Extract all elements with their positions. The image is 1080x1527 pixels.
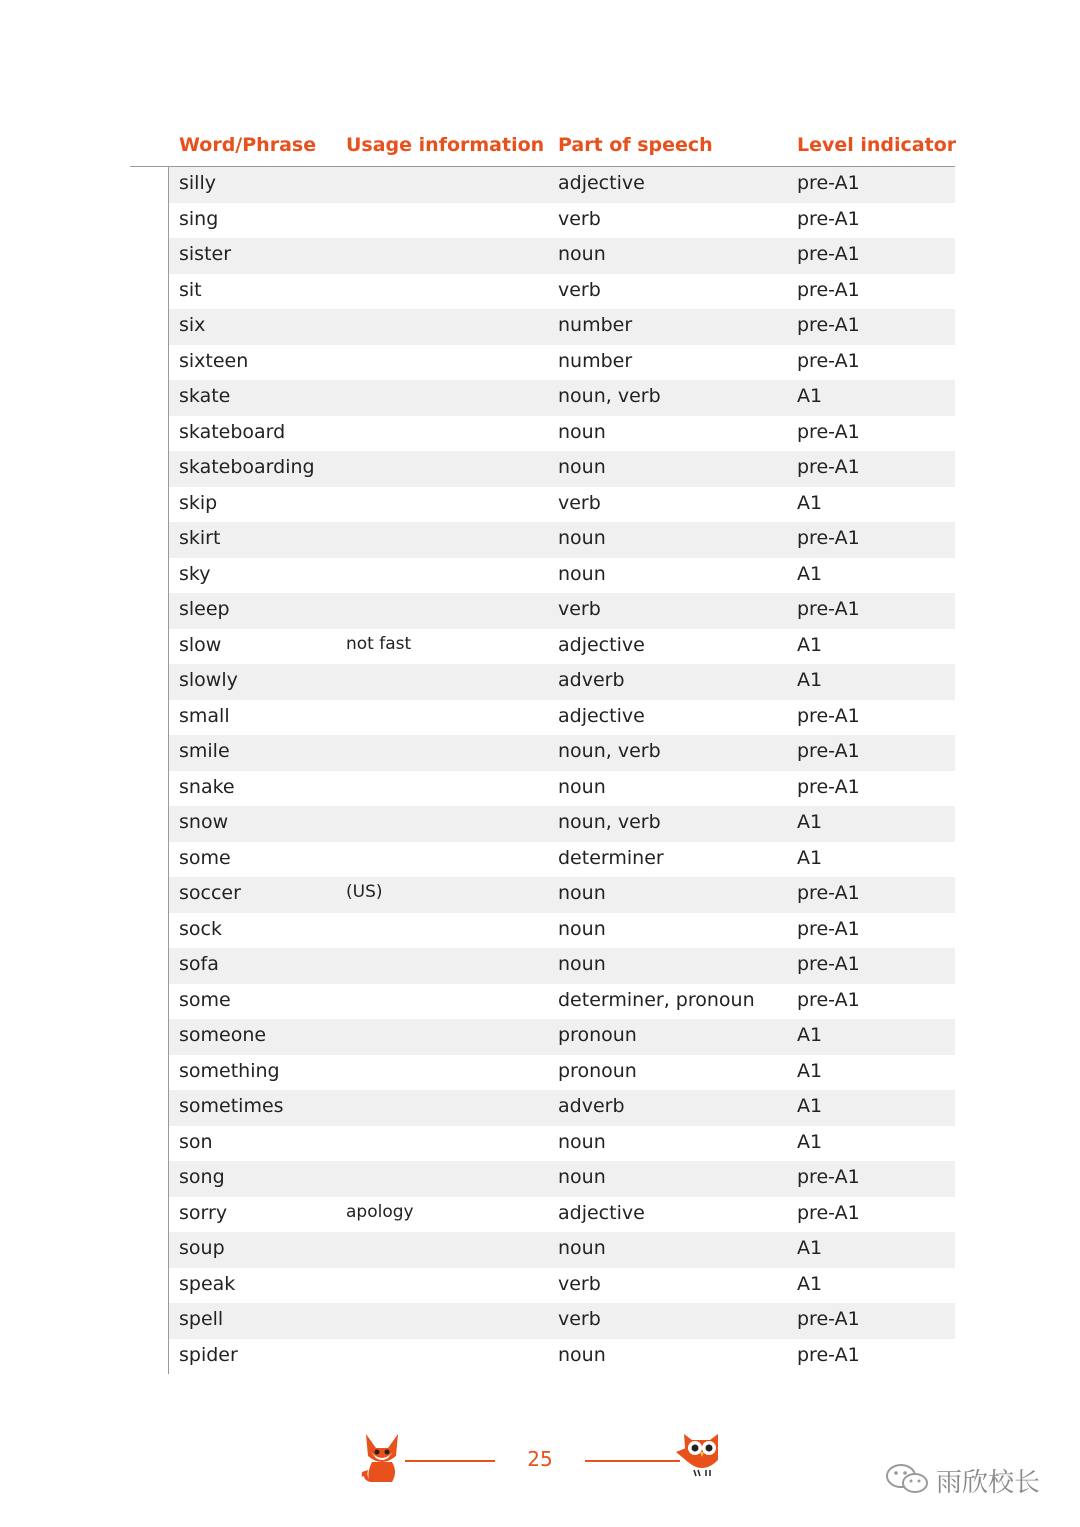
table-row (169, 984, 955, 1020)
table-row (169, 522, 955, 558)
table-row (169, 593, 955, 629)
cell-level: A1 (797, 1059, 823, 1082)
cell-word: slowly (179, 669, 238, 691)
cell-part-of-speech: noun (558, 456, 606, 478)
cell-level: pre-A1 (797, 740, 860, 762)
cell-part-of-speech: verb (558, 1272, 601, 1295)
cell-word: some (179, 846, 231, 869)
wechat-icon (885, 1462, 931, 1496)
cell-word: son (179, 1130, 213, 1153)
cell-word: smile (179, 740, 230, 762)
cell-part-of-speech: determiner, pronoun (558, 988, 755, 1011)
table-row (169, 1126, 955, 1162)
cell-level: A1 (797, 633, 823, 656)
owl-icon (672, 1426, 730, 1480)
footer-line-right (585, 1460, 680, 1462)
table-row (169, 1197, 955, 1233)
cell-word: silly (179, 172, 216, 194)
cell-word: small (179, 704, 230, 727)
table-row (169, 274, 955, 310)
cell-level: pre-A1 (797, 598, 860, 620)
table-header (0, 128, 1080, 166)
cell-word: skip (179, 491, 218, 514)
cell-level: pre-A1 (797, 172, 860, 194)
cell-level: pre-A1 (797, 1343, 860, 1366)
cell-level: pre-A1 (797, 775, 860, 798)
cell-part-of-speech: noun (558, 1237, 606, 1259)
cell-part-of-speech: number (558, 314, 633, 336)
cell-word: sock (179, 917, 222, 940)
cell-part-of-speech: noun, verb (558, 740, 661, 762)
table-row (169, 167, 955, 203)
table-row (169, 877, 955, 913)
cell-word: skateboard (179, 420, 286, 443)
table-row (169, 558, 955, 594)
cell-part-of-speech: number (558, 349, 633, 372)
cell-level: A1 (797, 1130, 823, 1153)
cell-part-of-speech: verb (558, 278, 601, 301)
table-row (169, 664, 955, 700)
table-row (169, 629, 955, 665)
table-row (169, 451, 955, 487)
cell-word: soccer (179, 882, 241, 904)
cell-level: pre-A1 (797, 953, 860, 975)
cell-part-of-speech: noun (558, 562, 606, 585)
cell-level: pre-A1 (797, 456, 860, 478)
cell-word: sister (179, 243, 232, 265)
cell-level: pre-A1 (797, 988, 860, 1011)
table-row (169, 842, 955, 878)
cell-level: pre-A1 (797, 1166, 860, 1188)
cell-part-of-speech: noun, verb (558, 811, 661, 833)
table-row (169, 238, 955, 274)
cell-word: sometimes (179, 1095, 284, 1117)
table-row (169, 345, 955, 381)
cell-part-of-speech: noun (558, 882, 606, 904)
cell-part-of-speech: noun (558, 1166, 606, 1188)
cell-level: pre-A1 (797, 1201, 860, 1224)
footer-line-left (405, 1460, 495, 1462)
cell-word: speak (179, 1272, 236, 1295)
table-row (169, 700, 955, 736)
cell-level: pre-A1 (797, 349, 860, 372)
cell-level: A1 (797, 811, 823, 833)
table-row (169, 948, 955, 984)
cell-part-of-speech: noun (558, 1130, 606, 1153)
cell-level: pre-A1 (797, 278, 860, 301)
cell-part-of-speech: noun (558, 243, 606, 265)
cell-level: pre-A1 (797, 527, 860, 549)
cell-part-of-speech: noun (558, 917, 606, 940)
cell-word: slow (179, 633, 222, 656)
table-row (169, 416, 955, 452)
header-usage-information: Usage information (346, 134, 545, 156)
cell-level: A1 (797, 385, 823, 407)
cell-usage: apology (346, 1201, 414, 1222)
table-row (169, 1303, 955, 1339)
cell-level: A1 (797, 562, 823, 585)
table-row (169, 1232, 955, 1268)
cell-level: pre-A1 (797, 1308, 860, 1330)
cell-word: spell (179, 1308, 224, 1330)
fox-icon (358, 1428, 406, 1484)
cell-part-of-speech: determiner (558, 846, 664, 869)
cell-word: soup (179, 1237, 225, 1259)
cell-word: sorry (179, 1201, 228, 1224)
cell-word: spider (179, 1343, 238, 1366)
table-row (169, 487, 955, 523)
vocabulary-table-body (169, 167, 955, 1374)
cell-word: sleep (179, 598, 230, 620)
table-row (169, 1339, 955, 1375)
header-word-phrase: Word/Phrase (179, 134, 317, 156)
cell-word: sit (179, 278, 202, 301)
cell-part-of-speech: pronoun (558, 1024, 637, 1046)
cell-word: something (179, 1059, 280, 1082)
cell-usage: (US) (346, 882, 383, 902)
cell-part-of-speech: noun (558, 953, 606, 975)
cell-level: A1 (797, 1237, 823, 1259)
header-part-of-speech: Part of speech (558, 134, 713, 156)
table-row (169, 309, 955, 345)
cell-level: pre-A1 (797, 420, 860, 443)
cell-level: A1 (797, 669, 823, 691)
cell-level: pre-A1 (797, 917, 860, 940)
cell-word: sixteen (179, 349, 249, 372)
cell-part-of-speech: noun, verb (558, 385, 661, 407)
cell-part-of-speech: adjective (558, 1201, 645, 1224)
cell-level: pre-A1 (797, 207, 860, 230)
cell-word: skirt (179, 527, 221, 549)
cell-part-of-speech: pronoun (558, 1059, 637, 1082)
table-row (169, 1055, 955, 1091)
cell-part-of-speech: noun (558, 420, 606, 443)
cell-part-of-speech: adverb (558, 669, 625, 691)
table-row (169, 1161, 955, 1197)
cell-part-of-speech: adjective (558, 704, 645, 727)
cell-part-of-speech: verb (558, 1308, 601, 1330)
header-level-indicator: Level indicator (797, 134, 957, 156)
cell-part-of-speech: verb (558, 598, 601, 620)
cell-level: pre-A1 (797, 882, 860, 904)
table-row (169, 1019, 955, 1055)
cell-part-of-speech: adjective (558, 633, 645, 656)
table-row (169, 203, 955, 239)
cell-word: skate (179, 385, 231, 407)
cell-part-of-speech: verb (558, 491, 601, 514)
table-row (169, 380, 955, 416)
cell-level: A1 (797, 1095, 823, 1117)
cell-word: someone (179, 1024, 267, 1046)
cell-word: song (179, 1166, 225, 1188)
cell-word: sofa (179, 953, 219, 975)
cell-part-of-speech: verb (558, 207, 601, 230)
table-row (169, 1090, 955, 1126)
cell-part-of-speech: noun (558, 527, 606, 549)
cell-level: pre-A1 (797, 243, 860, 265)
cell-level: A1 (797, 491, 823, 514)
cell-word: sky (179, 562, 211, 585)
cell-part-of-speech: noun (558, 775, 606, 798)
cell-level: A1 (797, 1272, 823, 1295)
cell-word: sing (179, 207, 219, 230)
cell-part-of-speech: noun (558, 1343, 606, 1366)
cell-word: skateboarding (179, 456, 315, 478)
cell-level: pre-A1 (797, 704, 860, 727)
cell-word: snow (179, 811, 229, 833)
cell-part-of-speech: adjective (558, 172, 645, 194)
table-row (169, 771, 955, 807)
table-row (169, 806, 955, 842)
cell-usage: not fast (346, 633, 412, 654)
cell-level: pre-A1 (797, 314, 860, 336)
cell-part-of-speech: adverb (558, 1095, 625, 1117)
cell-word: snake (179, 775, 235, 798)
cell-word: some (179, 988, 231, 1011)
table-row (169, 735, 955, 771)
cell-level: A1 (797, 1024, 823, 1046)
cell-level: A1 (797, 846, 823, 869)
page-number: 25 (527, 1447, 553, 1471)
table-row (169, 1268, 955, 1304)
watermark-text: 雨欣校长 (936, 1468, 1041, 1498)
table-row (169, 913, 955, 949)
cell-word: six (179, 314, 206, 336)
